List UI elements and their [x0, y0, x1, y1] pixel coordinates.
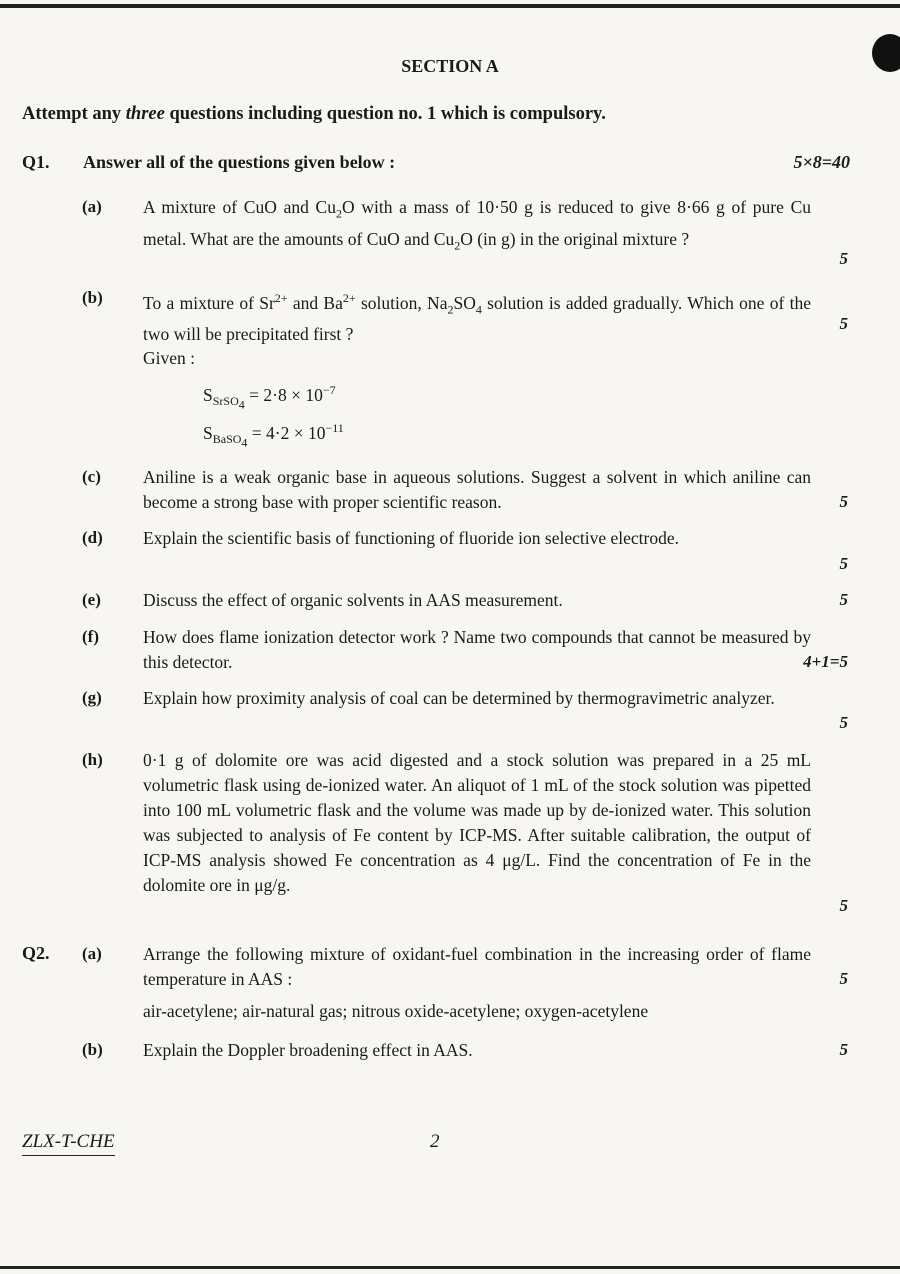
part-h-marks: 5 [839, 896, 848, 915]
ksp-baso4: $S_{BaSO_4} = 4\cdot 2 \times 10^{-11}$ [203, 421, 344, 450]
part-e-marks: 5 [839, 590, 848, 609]
part-g-text: Explain how proximity analysis of coal can be determined by thermogravimetric analyzer. [143, 688, 775, 708]
part-a-marks: 5 [839, 249, 848, 268]
part-h-label: (h) [82, 750, 103, 769]
part-f-label: (f) [82, 627, 99, 646]
q2-part-b-label: (b) [82, 1040, 103, 1059]
part-c-marks: 5 [839, 492, 848, 511]
part-c-label: (c) [82, 467, 101, 486]
top-border [0, 4, 900, 8]
part-c-text: Aniline is a weak organic base in aqueous solutions. Suggest a solvent in which aniline can become a strong base with proper scientific reason. [143, 467, 811, 512]
part-f-text: How does flame ionization detector work ? Name two compounds that cannot be measured by this detector. [143, 627, 811, 672]
paper-code: ZLX-T-CHE [22, 1131, 115, 1156]
part-d-marks: 5 [839, 554, 848, 573]
part-a-label: (a) [82, 197, 102, 216]
q2-part-b-text: Explain the Doppler broadening effect in AAS. [143, 1040, 473, 1060]
part-g-label: (g) [82, 688, 102, 707]
part-e-text: Discuss the effect of organic solvents in AAS measurement. [143, 590, 563, 610]
section-title: SECTION A [401, 56, 499, 76]
q2-part-a-text: Arrange the following mixture of oxidant-fuel combination in the increasing order of flame temperature in AAS : [143, 944, 811, 989]
part-h-text: 0·1 g of dolomite ore was acid digested and a stock solution was prepared in a 25 mL volumetric flask using de-ionized water. An aliquot of 1 mL of the stock solution was pipetted into 100 mL volumetric flask and the volume was made up by de-ionized water. This solution was subjected to analysis of Fe content by ICP-MS. After suitable calibration, the output of ICP-MS analysis showed Fe concentration as 4 μg/L. Find the concentration of Fe in the dolomite ore in μg/g. [143, 750, 811, 895]
instructions: Attempt any three questions including question no. 1 which is compulsory. [22, 104, 606, 124]
ksp-srso4: $S_{SrSO_4} = 2\cdot 8 \times 10^{-7}$ [203, 383, 336, 412]
question-2-number: Q2. [22, 943, 50, 963]
page-number: 2 [430, 1131, 440, 1152]
part-b-text: To a mixture of $Sr^{2+}$ and $Ba^{2+}$ solution, $Na_2SO_4$ solution is added gradually. Which one of the two will be precipitated first ? [143, 291, 812, 345]
part-a-text: A mixture of CuO and $Cu_2O$ with a mass of 10·50 g is reduced to give 8·66 g of pure Cu metal. What are the amounts of CuO and $Cu_2O$ (in g) in the original mixture ? [143, 197, 812, 252]
part-b-label: (b) [82, 288, 103, 307]
question-1-heading: Answer all of the questions given below : [83, 152, 396, 172]
instructions-emphasis: three [125, 104, 165, 124]
bottom-border [0, 1266, 900, 1269]
q2-part-a-label: (a) [82, 944, 102, 963]
part-d-text: Explain the scientific basis of functioning of fluoride ion selective electrode. [143, 528, 680, 548]
part-b-given: Given : [143, 348, 196, 368]
q2-part-b-marks: 5 [839, 1040, 848, 1059]
part-d-label: (d) [82, 528, 103, 547]
question-1-total-marks: 5×8=40 [793, 152, 850, 172]
q2-part-a-marks: 5 [839, 969, 848, 988]
q2-part-a-list: air-acetylene; air-natural gas; nitrous oxide-acetylene; oxygen-acetylene [143, 1001, 649, 1021]
part-e-label: (e) [82, 590, 101, 609]
question-1-number: Q1. [22, 152, 50, 172]
part-f-marks: 4+1=5 [803, 652, 848, 671]
part-g-marks: 5 [839, 713, 848, 732]
part-b-marks: 5 [839, 314, 848, 333]
